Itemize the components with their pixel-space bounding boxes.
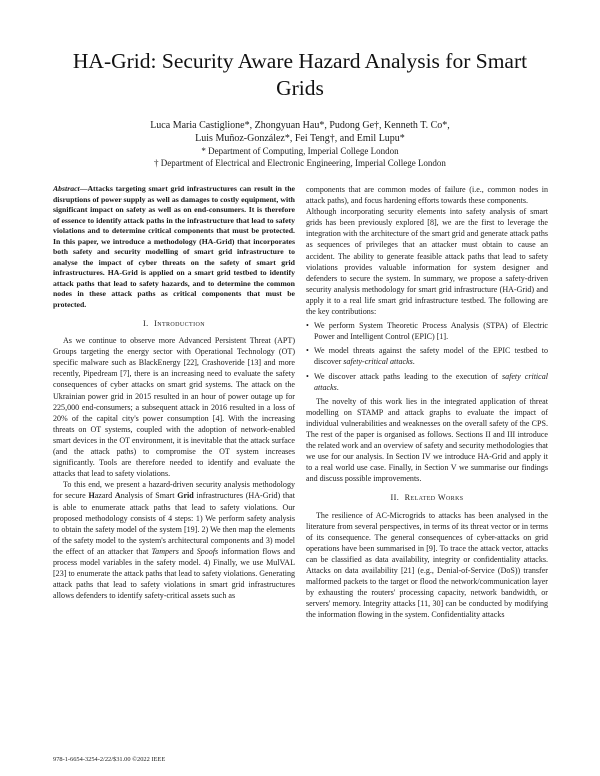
abstract: [53, 184, 295, 310]
abstract-dash: —: [79, 184, 88, 193]
section-number: II.: [390, 493, 400, 503]
text-run: We discover attack paths leading to the execution of: [314, 371, 502, 381]
intro-paragraph-2: [53, 479, 295, 601]
right-paragraph-1: components that are common modes of failure (i.e., common nodes in attack paths), and focus hardening efforts towards these components.: [306, 185, 548, 206]
abstract-text: Attacks targeting smart grid infrastructures can result in the disruptions of power supply as well as damages to costly equipment, with significant impact on safety as well as on end-consumers. It is therefore of essence to identify attack paths in the infrastructure that lead to safety violations and to determine critical components that must be protected. In this paper, we introduce a methodology (HA-Grid) that incorporates both safety and security modelling of smart grid infrastructure to analyse the impact of cyber threats on the safety of smart grid infrastructures. HA-Grid is applied on a smart grid testbed to identify attack paths that lead to safety hazards, and to determine the common nodes in these attack paths as critical components that must be protected.: [53, 184, 295, 309]
text-run: To this end, we present a hazard-driven security analysis methodology for secure: [53, 480, 295, 501]
text-run-italic: Tampers: [151, 546, 179, 556]
text-run-italic: safety critical attacks: [314, 371, 549, 392]
contributions-list: [306, 320, 548, 393]
author-line-1: Luca Maria Castiglione*, Zhongyuan Hau*, Pudong Ge†, Kenneth T. Co*,: [150, 120, 450, 131]
intro-paragraph-1: As we continue to observe more Advanced Persistent Threat (APT) Groups targeting the energy sector with Operational Technology (OT) specific malware such as BlackEnergy [22], Crashoveride [13] and more recently, Pipedream [7], there is an increasing need to evaluate the safety consequences of cyber attacks on smart grid systems. The attack on the Ukrainian power grid in 2015 resulted in an hour of power outage up for 225,000 end-consumers; a subsequent attack in 2016 resulted in a loss of 20% of the capital city's power consumption [4]. With the increasing threats on OT systems, coupled with the adoption of network-enabled smart devices in the OT environment, it is inevitable that the attack surface (and the attack paths) to compromise the OT system increases significantly. Tools are therefore needed to identify and evaluate the attacks that lead to safety violations.: [53, 336, 295, 479]
copyright-footer: 978-1-6654-3254-2/22/$31.00 ©2022 IEEE: [53, 756, 166, 763]
right-column: [306, 184, 548, 620]
contribution-item: [306, 371, 548, 393]
text-run: .: [412, 357, 415, 367]
author-line-2: Luis Muñoz-González*, Fei Teng†, and Emil Lupu*: [195, 133, 405, 144]
left-column: [53, 184, 295, 601]
right-paragraph-2: Although incorporating security elements into safety analysis of smart grids has been previously explored [8], we are the first to leverage the integration with the architecture of the smart grid and generate attack paths as sequences of privileges that an attacker must obtain to cause an accident. The ability to generate feasible attack paths that lead to safety violations provides valuable information for system designer and defenders to secure the system. In summary, we propose a safety-driven security analysis methodology for smart grid infrastructure (HA-Grid) and apply it to a real life smart grid infrastructure testbed. The following are the key contributions:: [306, 207, 548, 317]
text-run: We model threats against the safety model of the EPIC testbed to discover: [314, 346, 548, 367]
right-paragraph-3: The novelty of this work lies in the integrated application of threat modelling on STAMP and attack graphs to evaluate the impact of individual vulnerabilities and weaknesses on the overall safety of the CPS. The rest of the paper is organised as follows. Sections II and III introduce the related work and an overview of safety and security methodologies that we use for our analysis. In Section IV we introduce HA-Grid and apply it to a real world use case. Finally, in Section V we summarise our findings and discuss possible improvements.: [306, 396, 548, 484]
text-run-bold: A: [114, 491, 121, 501]
text-run: nalysis of Smart: [120, 491, 178, 501]
text-run: azard: [94, 491, 115, 501]
text-run: and: [178, 546, 197, 556]
section-heading-introduction: [53, 318, 295, 329]
text-run-italic: Spoofs: [196, 546, 219, 556]
section-number: I.: [143, 319, 149, 328]
text-run: information flows and process model variables in the safety model. 4) Finally, we use MulVAL [23] to enumerate the attack paths that lead to safety violations. Generating attack paths that lead to safety violations in smart grid infrastructures allows defenders to identify safety-critical assets such as: [53, 546, 295, 601]
section-title: Related Works: [404, 493, 464, 503]
author-list: [80, 119, 520, 145]
contribution-item: [306, 345, 548, 367]
affiliation-computing: * Department of Computing, Imperial College London: [201, 146, 399, 156]
related-works-paragraph: The resilience of AC-Microgrids to attacks has been analysed in the literature from several perspectives, in terms of its threat vector or in terms of its consequence. The general consequences of cyber-attacks on grid operations have been summarised in [9]. To trace the attack vector, attacks can be classified as data availability, integrity or confidentiality attacks. Attacks on data availability [21] (e.g., Denial-of-Service (DoS)) transfer malformed packets to the target or flood the network/communication layer by exhausting the routers' processing capacity, network bandwidth, or servers' memory. Integrity attacks [11, 30] can be conducted by modifying the information flowing in the system. Confidentiality attacks: [306, 510, 548, 620]
paper-title: HA-Grid: Security Aware Hazard Analysis for Smart Grids: [72, 49, 528, 100]
section-heading-related-works: [306, 492, 548, 503]
text-run-bold: Grid: [177, 491, 194, 501]
section-title: Introduction: [154, 319, 205, 328]
text-run: .: [336, 382, 339, 392]
text-run-bold: H: [88, 491, 95, 501]
abstract-label: Abstract: [53, 184, 80, 193]
affiliation-eee: † Department of Electrical and Electronic Engineering, Imperial College London: [154, 158, 446, 168]
text-run-italic: safety-critical attacks: [343, 357, 413, 367]
text-run: infrastructures (HA-Grid) that is able to enumerate attack paths that lead to safety violations. Our proposed methodology consists of 4 steps: 1) We perform safety analysis to obtain the safety model of the system [19]. 2) We then map the elements of the safety model to the system's architectural components and 3) model the effect of an attacker that: [53, 491, 295, 556]
contribution-item: • We perform System Theoretic Process Analysis (STPA) of Electric Power and Intelligent Control (EPIC) [1].: [306, 320, 548, 342]
